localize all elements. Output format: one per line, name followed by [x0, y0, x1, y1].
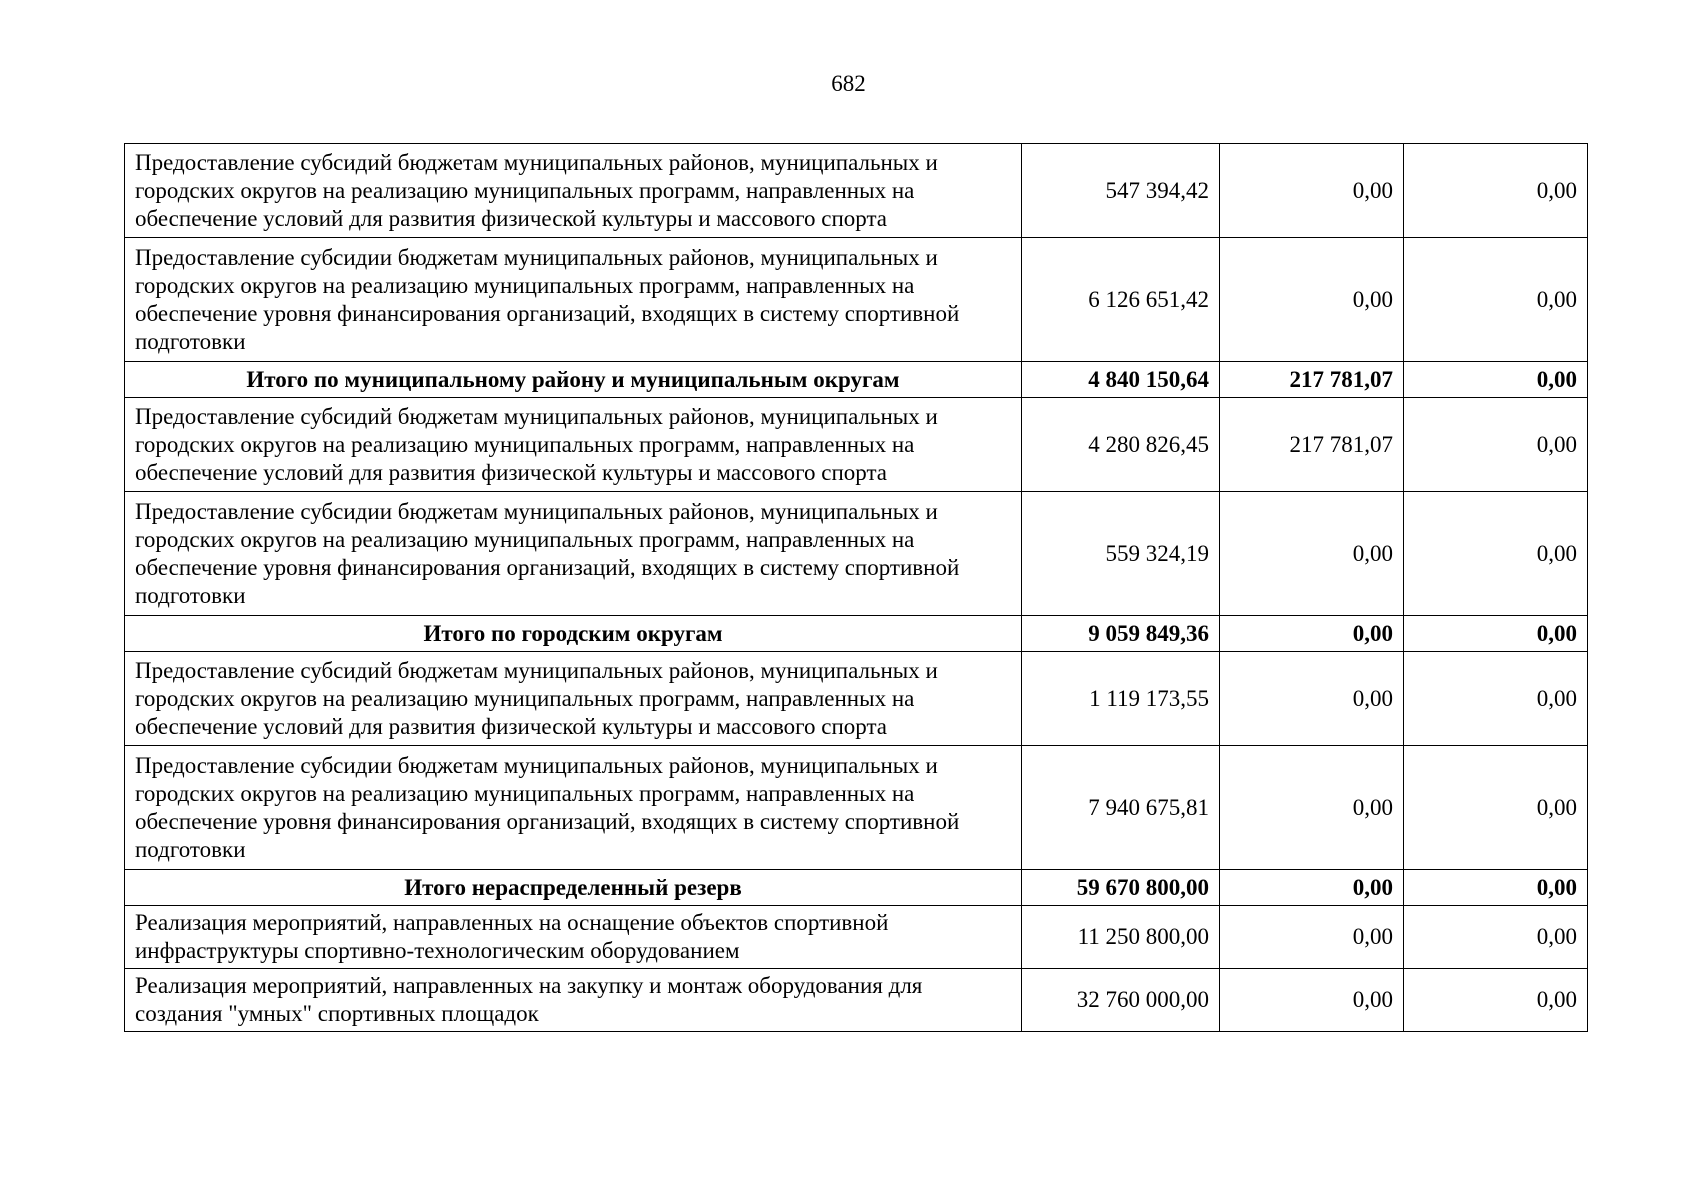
- value-col-3: 0,00: [1404, 652, 1588, 746]
- subtotal-row: [125, 870, 1588, 906]
- value-col-2: 217 781,07: [1220, 362, 1404, 398]
- subtotal-row: [125, 616, 1588, 652]
- value-col-3: 0,00: [1404, 398, 1588, 492]
- table-row: [125, 652, 1588, 746]
- row-description: Предоставление субсидии бюджетам муниципальных районов, муниципальных и городских округов на реализацию муниципальных программ, направленных на обеспечение уровня финансирования организаций, входящих в систему спортивной подготовки: [125, 492, 1022, 616]
- value-col-1: 547 394,42: [1022, 144, 1220, 238]
- value-col-2: 0,00: [1220, 238, 1404, 362]
- value-col-1: 11 250 800,00: [1022, 906, 1220, 969]
- value-col-3: 0,00: [1404, 492, 1588, 616]
- value-col-3: 0,00: [1404, 616, 1588, 652]
- row-description: Реализация мероприятий, направленных на закупку и монтаж оборудования для создания "умных" спортивных площадок: [125, 969, 1022, 1032]
- value-col-2: 0,00: [1220, 144, 1404, 238]
- subtotal-row: [125, 362, 1588, 398]
- subtotal-label: Итого по городским округам: [125, 616, 1022, 652]
- value-col-2: 0,00: [1220, 746, 1404, 870]
- row-description: Предоставление субсидий бюджетам муниципальных районов, муниципальных и городских округов на реализацию муниципальных программ, направленных на обеспечение условий для развития физической культуры и массового спорта: [125, 652, 1022, 746]
- value-col-1: 59 670 800,00: [1022, 870, 1220, 906]
- value-col-2: 0,00: [1220, 616, 1404, 652]
- row-description: Предоставление субсидий бюджетам муниципальных районов, муниципальных и городских округов на реализацию муниципальных программ, направленных на обеспечение условий для развития физической культуры и массового спорта: [125, 398, 1022, 492]
- row-description: Предоставление субсидии бюджетам муниципальных районов, муниципальных и городских округов на реализацию муниципальных программ, направленных на обеспечение уровня финансирования организаций, входящих в систему спортивной подготовки: [125, 746, 1022, 870]
- row-description: Реализация мероприятий, направленных на оснащение объектов спортивной инфраструктуры спортивно-технологическим оборудованием: [125, 906, 1022, 969]
- table-row: [125, 906, 1588, 969]
- table-row: [125, 398, 1588, 492]
- value-col-2: 0,00: [1220, 652, 1404, 746]
- table-row: [125, 144, 1588, 238]
- value-col-2: 217 781,07: [1220, 398, 1404, 492]
- value-col-3: 0,00: [1404, 746, 1588, 870]
- value-col-1: 6 126 651,42: [1022, 238, 1220, 362]
- table-row: [125, 969, 1588, 1032]
- value-col-2: 0,00: [1220, 492, 1404, 616]
- budget-table: [124, 143, 1588, 1032]
- value-col-1: 9 059 849,36: [1022, 616, 1220, 652]
- value-col-1: 4 280 826,45: [1022, 398, 1220, 492]
- value-col-1: 559 324,19: [1022, 492, 1220, 616]
- value-col-3: 0,00: [1404, 362, 1588, 398]
- value-col-1: 7 940 675,81: [1022, 746, 1220, 870]
- value-col-1: 1 119 173,55: [1022, 652, 1220, 746]
- value-col-3: 0,00: [1404, 870, 1588, 906]
- value-col-3: 0,00: [1404, 238, 1588, 362]
- subtotal-label: Итого нераспределенный резерв: [125, 870, 1022, 906]
- value-col-3: 0,00: [1404, 906, 1588, 969]
- value-col-2: 0,00: [1220, 906, 1404, 969]
- value-col-1: 4 840 150,64: [1022, 362, 1220, 398]
- subtotal-label: Итого по муниципальному району и муниципальным округам: [125, 362, 1022, 398]
- page-number: 682: [831, 71, 866, 96]
- row-description: Предоставление субсидии бюджетам муниципальных районов, муниципальных и городских округов на реализацию муниципальных программ, направленных на обеспечение уровня финансирования организаций, входящих в систему спортивной подготовки: [125, 238, 1022, 362]
- row-description: Предоставление субсидий бюджетам муниципальных районов, муниципальных и городских округов на реализацию муниципальных программ, направленных на обеспечение условий для развития физической культуры и массового спорта: [125, 144, 1022, 238]
- table-row: [125, 746, 1588, 870]
- value-col-2: 0,00: [1220, 969, 1404, 1032]
- value-col-2: 0,00: [1220, 870, 1404, 906]
- value-col-3: 0,00: [1404, 144, 1588, 238]
- table-row: [125, 238, 1588, 362]
- table-row: [125, 492, 1588, 616]
- value-col-1: 32 760 000,00: [1022, 969, 1220, 1032]
- value-col-3: 0,00: [1404, 969, 1588, 1032]
